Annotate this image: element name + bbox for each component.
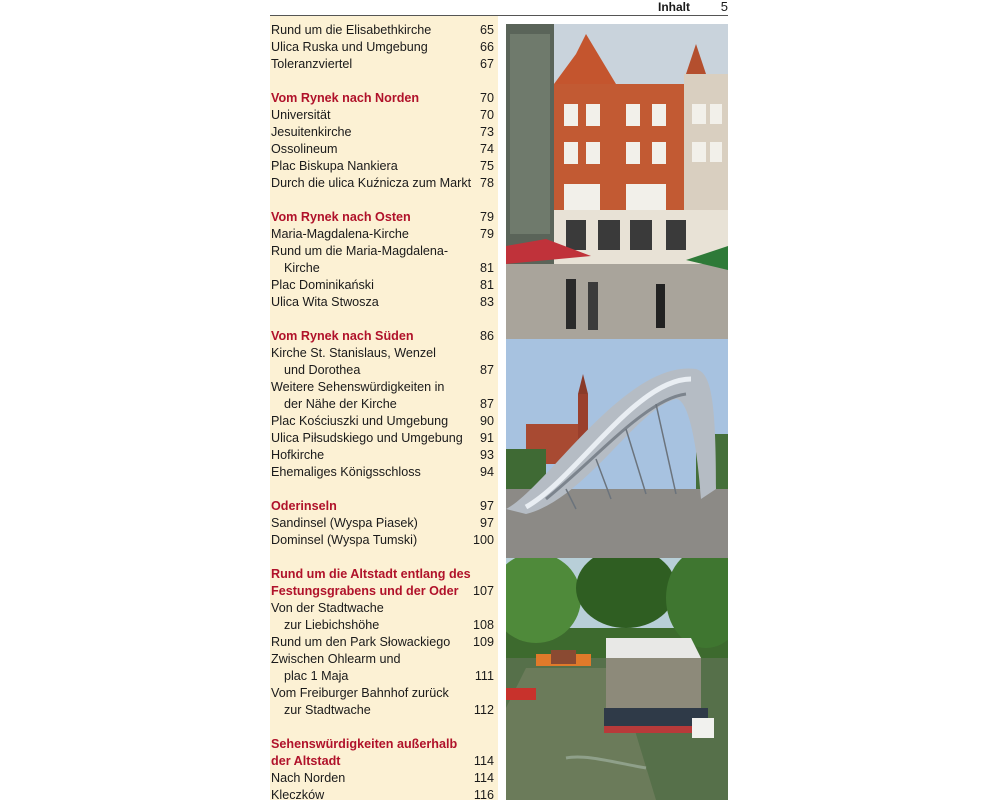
toc-title-line: plac 1 Maja xyxy=(284,669,349,683)
toc-entry[interactable] xyxy=(270,345,498,379)
toc-entry[interactable] xyxy=(270,107,498,124)
toc-entry-title xyxy=(271,600,384,634)
toc-page-number: 65 xyxy=(479,23,494,37)
toc-entry-title xyxy=(271,736,457,770)
toc-entry[interactable] xyxy=(270,430,498,447)
toc-entry-title xyxy=(271,90,419,107)
toc-entry-title xyxy=(271,566,471,600)
toc-entry[interactable] xyxy=(270,685,498,719)
toc-section-heading[interactable] xyxy=(270,328,498,345)
toc-title-line: zur Liebichshöhe xyxy=(284,618,380,632)
toc-entry-title xyxy=(271,532,417,549)
toc-entry[interactable] xyxy=(270,447,498,464)
toc-page-number: 90 xyxy=(479,414,494,428)
toc-entry-title xyxy=(271,787,324,800)
toc-entry[interactable] xyxy=(270,22,498,39)
toc-section-heading[interactable] xyxy=(270,736,498,770)
toc-entry-title xyxy=(271,56,352,73)
toc-section-heading[interactable] xyxy=(270,209,498,226)
toc-section-heading[interactable] xyxy=(270,498,498,515)
toc-page-number: 111 xyxy=(474,669,494,683)
toc-title-line: Ulica Ruska und Umgebung xyxy=(271,40,428,54)
toc-group xyxy=(270,209,498,311)
toc-entry[interactable] xyxy=(270,158,498,175)
toc-title-line: der Nähe der Kirche xyxy=(284,397,397,411)
toc-title-line: Von der Stadtwache xyxy=(271,601,384,615)
toc-page-number: 114 xyxy=(473,754,494,768)
toc-page-number: 81 xyxy=(479,261,494,275)
toc-entry-title xyxy=(271,498,337,515)
toc-page-number: 74 xyxy=(479,142,494,156)
page-header xyxy=(270,0,728,16)
toc-entry-title xyxy=(271,685,449,719)
toc-entry[interactable] xyxy=(270,532,498,549)
toc-title-line: Rund um die Elisabethkirche xyxy=(271,23,432,37)
toc-title-line: zur Stadtwache xyxy=(284,703,371,717)
toc-page-number: 66 xyxy=(479,40,494,54)
toc-section-heading[interactable] xyxy=(270,90,498,107)
toc-entry-title xyxy=(271,447,324,464)
toc-title-line: Sandinsel (Wyspa Piasek) xyxy=(271,516,418,530)
toc-entry-title xyxy=(271,22,431,39)
toc-entry[interactable] xyxy=(270,141,498,158)
toc-title-line: Vom Freiburger Bahnhof zurück xyxy=(271,686,449,700)
toc-title-line: Maria-Magdalena-Kirche xyxy=(271,227,409,241)
toc-entry[interactable] xyxy=(270,277,498,294)
toc-page-number: 86 xyxy=(479,329,494,343)
toc-page-number: 107 xyxy=(472,584,494,598)
toc-entry-title xyxy=(271,515,418,532)
toc-entry[interactable] xyxy=(270,770,498,787)
toc-page-number: 97 xyxy=(479,499,494,513)
toc-title-line: Kirche St. Stanislaus, Wenzel xyxy=(271,346,436,360)
toc-entry[interactable] xyxy=(270,413,498,430)
toc-page-number: 112 xyxy=(473,703,494,717)
toc-title-line: Jesuitenkirche xyxy=(271,125,352,139)
toc-title-line: Durch die ulica Kuźnicza zum Markt xyxy=(271,176,472,190)
toc-section-heading[interactable] xyxy=(270,566,498,600)
photo-column xyxy=(506,24,728,800)
toc-entry[interactable] xyxy=(270,600,498,634)
toc-page-number: 70 xyxy=(479,91,494,105)
toc-title-line: Ehemaliges Königsschloss xyxy=(271,465,421,479)
toc-page-number: 114 xyxy=(473,771,494,785)
toc-page-number: 87 xyxy=(479,363,494,377)
toc-page-number: 67 xyxy=(479,57,494,71)
toc-entry[interactable] xyxy=(270,294,498,311)
toc-entry[interactable] xyxy=(270,464,498,481)
toc-entry-title xyxy=(271,328,414,345)
toc-title-line: Plac Kościuszki und Umgebung xyxy=(271,414,449,428)
toc-entry-title xyxy=(271,107,331,124)
toc-entry[interactable] xyxy=(270,243,498,277)
toc-title-line: und Dorothea xyxy=(284,363,361,377)
toc-page-number: 83 xyxy=(479,295,494,309)
toc-title-line: Universität xyxy=(271,108,331,122)
toc-page-number: 70 xyxy=(479,108,494,122)
toc-page-number: 75 xyxy=(479,159,494,173)
toc-title-line: Dominsel (Wyspa Tumski) xyxy=(271,533,418,547)
toc-entry[interactable] xyxy=(270,175,498,192)
toc-entry-title xyxy=(271,345,436,379)
toc-entry-title xyxy=(271,209,411,226)
toc-entry[interactable] xyxy=(270,515,498,532)
toc-page-number: 116 xyxy=(473,788,494,800)
photo-historic-building xyxy=(506,24,728,339)
toc-entry[interactable] xyxy=(270,56,498,73)
page-number: 5 xyxy=(720,0,728,14)
toc-page-number: 87 xyxy=(479,397,494,411)
toc-title-line: Weitere Sehenswürdigkeiten in xyxy=(271,380,445,394)
toc-group xyxy=(270,566,498,719)
toc-title-line: Rund um die Maria-Magdalena- xyxy=(271,244,449,258)
toc-page-number: 73 xyxy=(479,125,494,139)
toc-entry-title xyxy=(271,277,374,294)
toc-group xyxy=(270,22,498,73)
toc-entry-title xyxy=(271,124,352,141)
toc-title-line: Vom Rynek nach Norden xyxy=(271,91,420,105)
toc-title-line: Festungsgrabens und der Oder xyxy=(271,584,459,598)
toc-group xyxy=(270,498,498,549)
toc-entry-title xyxy=(271,294,379,311)
toc-title-line: der Altstadt xyxy=(271,754,341,768)
toc-title-line: Vom Rynek nach Süden xyxy=(271,329,414,343)
toc-entry-title xyxy=(271,39,428,56)
running-header-section: Inhalt xyxy=(658,0,690,14)
toc-entry-title xyxy=(271,175,471,192)
toc-group xyxy=(270,90,498,192)
toc-entry[interactable] xyxy=(270,39,498,56)
toc-title-line: Kirche xyxy=(284,261,320,275)
toc-entry[interactable] xyxy=(270,634,498,651)
toc-title-line: Kleczków xyxy=(271,788,325,800)
toc-page-number: 97 xyxy=(479,516,494,530)
toc-entry-title xyxy=(271,651,401,685)
toc-group xyxy=(270,328,498,481)
toc-page-number: 79 xyxy=(479,210,494,224)
toc-entry-title xyxy=(271,464,421,481)
toc-entry[interactable] xyxy=(270,787,498,800)
toc-title-line: Sehenswürdigkeiten außerhalb xyxy=(271,737,458,751)
toc-title-line: Plac Dominikański xyxy=(271,278,374,292)
toc-title-line: Toleranzviertel xyxy=(271,57,353,71)
toc-entry-title xyxy=(271,770,345,787)
toc-entry-title xyxy=(271,158,398,175)
toc-page-number: 109 xyxy=(472,635,494,649)
toc-page-number: 79 xyxy=(479,227,494,241)
toc-title-line: Rund um die Altstadt entlang des xyxy=(271,567,471,581)
photo-metal-sculpture xyxy=(506,339,728,558)
toc-entry[interactable] xyxy=(270,379,498,413)
toc-title-line: Plac Biskupa Nankiera xyxy=(271,159,398,173)
toc-page-number: 108 xyxy=(472,618,494,632)
toc-entry-title xyxy=(271,413,448,430)
toc-entry-title xyxy=(271,243,448,277)
toc-entry-title xyxy=(271,226,409,243)
table-of-contents xyxy=(270,16,498,800)
toc-page-number: 78 xyxy=(479,176,494,190)
toc-title-line: Zwischen Ohlearm und xyxy=(271,652,401,666)
toc-entry[interactable] xyxy=(270,651,498,685)
toc-entry[interactable] xyxy=(270,226,498,243)
toc-page-number: 94 xyxy=(479,465,494,479)
toc-title-line: Hofkirche xyxy=(271,448,325,462)
toc-entry-title xyxy=(271,430,463,447)
toc-entry-title xyxy=(271,634,450,651)
toc-page-number: 100 xyxy=(472,533,494,547)
toc-page-number: 81 xyxy=(479,278,494,292)
toc-entry-title xyxy=(271,141,338,158)
toc-group xyxy=(270,736,498,800)
toc-title-line: Ulica Piłsudskiego und Umgebung xyxy=(271,431,463,445)
toc-title-line: Vom Rynek nach Osten xyxy=(271,210,411,224)
toc-entry[interactable] xyxy=(270,124,498,141)
toc-title-line: Rund um den Park Słowackiego xyxy=(271,635,451,649)
toc-page-number: 91 xyxy=(479,431,494,445)
toc-title-line: Ulica Wita Stwosza xyxy=(271,295,379,309)
toc-entry-title xyxy=(271,379,444,413)
toc-title-line: Nach Norden xyxy=(271,771,346,785)
toc-title-line: Ossolineum xyxy=(271,142,338,156)
toc-page-number: 93 xyxy=(479,448,494,462)
photo-river-boat xyxy=(506,558,728,800)
toc-title-line: Oderinseln xyxy=(271,499,337,513)
